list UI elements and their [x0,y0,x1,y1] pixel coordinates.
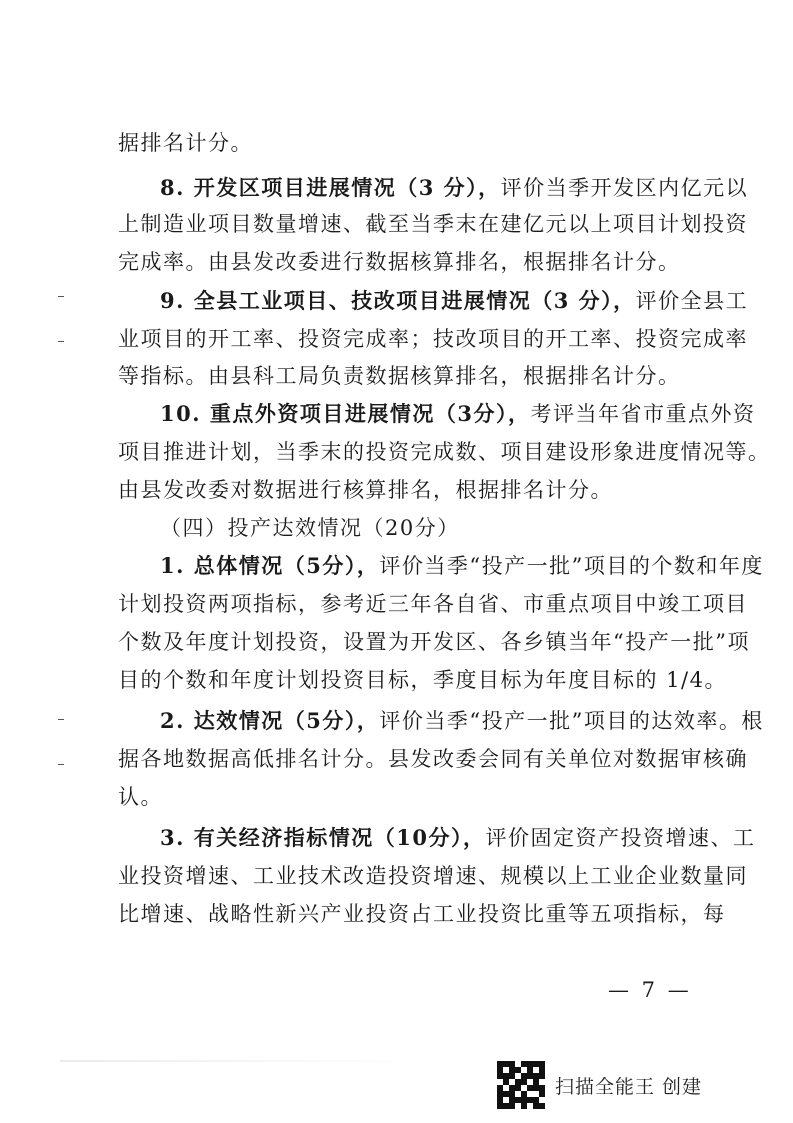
paragraph-line: 业投资增速、工业技术改造投资增速、规模以上工业企业数量同 [118,864,748,888]
margin-mark [58,296,64,297]
item-10-text: 考评当年省市重点外资 [530,402,756,426]
sub-2-text: 评价当季“投产一批”项目的达效率。根 [379,709,764,733]
sub-1-heading: 1. 总体情况（5分）， [160,553,380,578]
item-10-heading: 10. 重点外资项目进展情况（3分）， [160,401,531,426]
item-9-first-line [160,288,749,314]
paragraph-line: 计划投资两项指标，参考近三年各自省、市重点项目中竣工项目 [118,592,748,616]
paragraph-line: 认。 [118,785,163,809]
item-9-heading: 9. 全县工业项目、技改项目进展情况（3 分）， [160,288,636,313]
page-number: — 7 — [608,978,692,1002]
paragraph-line: 个数及年度计划投资，设置为开发区、各乡镇当年“投产一批”项 [118,630,750,654]
sub-3-first-line [160,825,756,851]
sub-1-text: 评价当季“投产一批”项目的个数和年度 [379,554,764,578]
paragraph-line: 上制造业项目数量增速、截至当季末在建亿元以上项目计划投资 [118,212,748,236]
paragraph-line: 业项目的开工率、投资完成率；技改项目的开工率、投资完成率 [118,327,748,351]
qr-code-icon [497,1061,545,1109]
margin-mark [58,341,64,342]
sub-3-text: 评价固定资产投资增速、工 [485,826,756,850]
scanner-badge-label: 扫描全能王 创建 [555,1075,703,1098]
sub-2-heading: 2. 达效情况（5分）， [160,708,380,733]
paragraph-line: 完成率。由县发改委进行数据核算排名，根据排名计分。 [118,250,681,274]
paragraph-line: 由县发改委对数据进行核算排名，根据排名计分。 [118,478,613,502]
sub-3-heading: 3. 有关经济指标情况（10分）， [160,825,486,850]
item-9-text: 评价全县工 [635,289,749,313]
sub-1-first-line [160,553,764,579]
paragraph-line: 据各地数据高低排名计分。县发改委会同有关单位对数据审核确 [118,747,748,771]
margin-mark [58,764,64,765]
paragraph-line: 项目推进计划，当季末的投资完成数、项目建设形象进度情况等。 [118,440,771,464]
scan-artifact [60,1060,420,1062]
section-heading: （四）投产达效情况（20分） [160,516,460,540]
paragraph-line: 目的个数和年度计划投资目标，季度目标为年度目标的 1/4。 [118,668,727,692]
paragraph-line: 比增速、战略性新兴产业投资占工业投资比重等五项指标，每 [118,902,726,926]
item-8-text: 评价当季开发区内亿元以 [500,176,749,200]
item-8-first-line [160,175,749,201]
margin-mark [58,719,64,720]
paragraph-line: 等指标。由县科工局负责数据核算排名，根据排名计分。 [118,364,681,388]
item-8-heading: 8. 开发区项目进展情况（3 分）， [160,175,501,200]
sub-2-first-line [160,708,764,734]
scanner-badge [497,1061,702,1109]
paragraph-line: 据排名计分。 [118,131,253,155]
item-10-first-line [160,401,756,427]
